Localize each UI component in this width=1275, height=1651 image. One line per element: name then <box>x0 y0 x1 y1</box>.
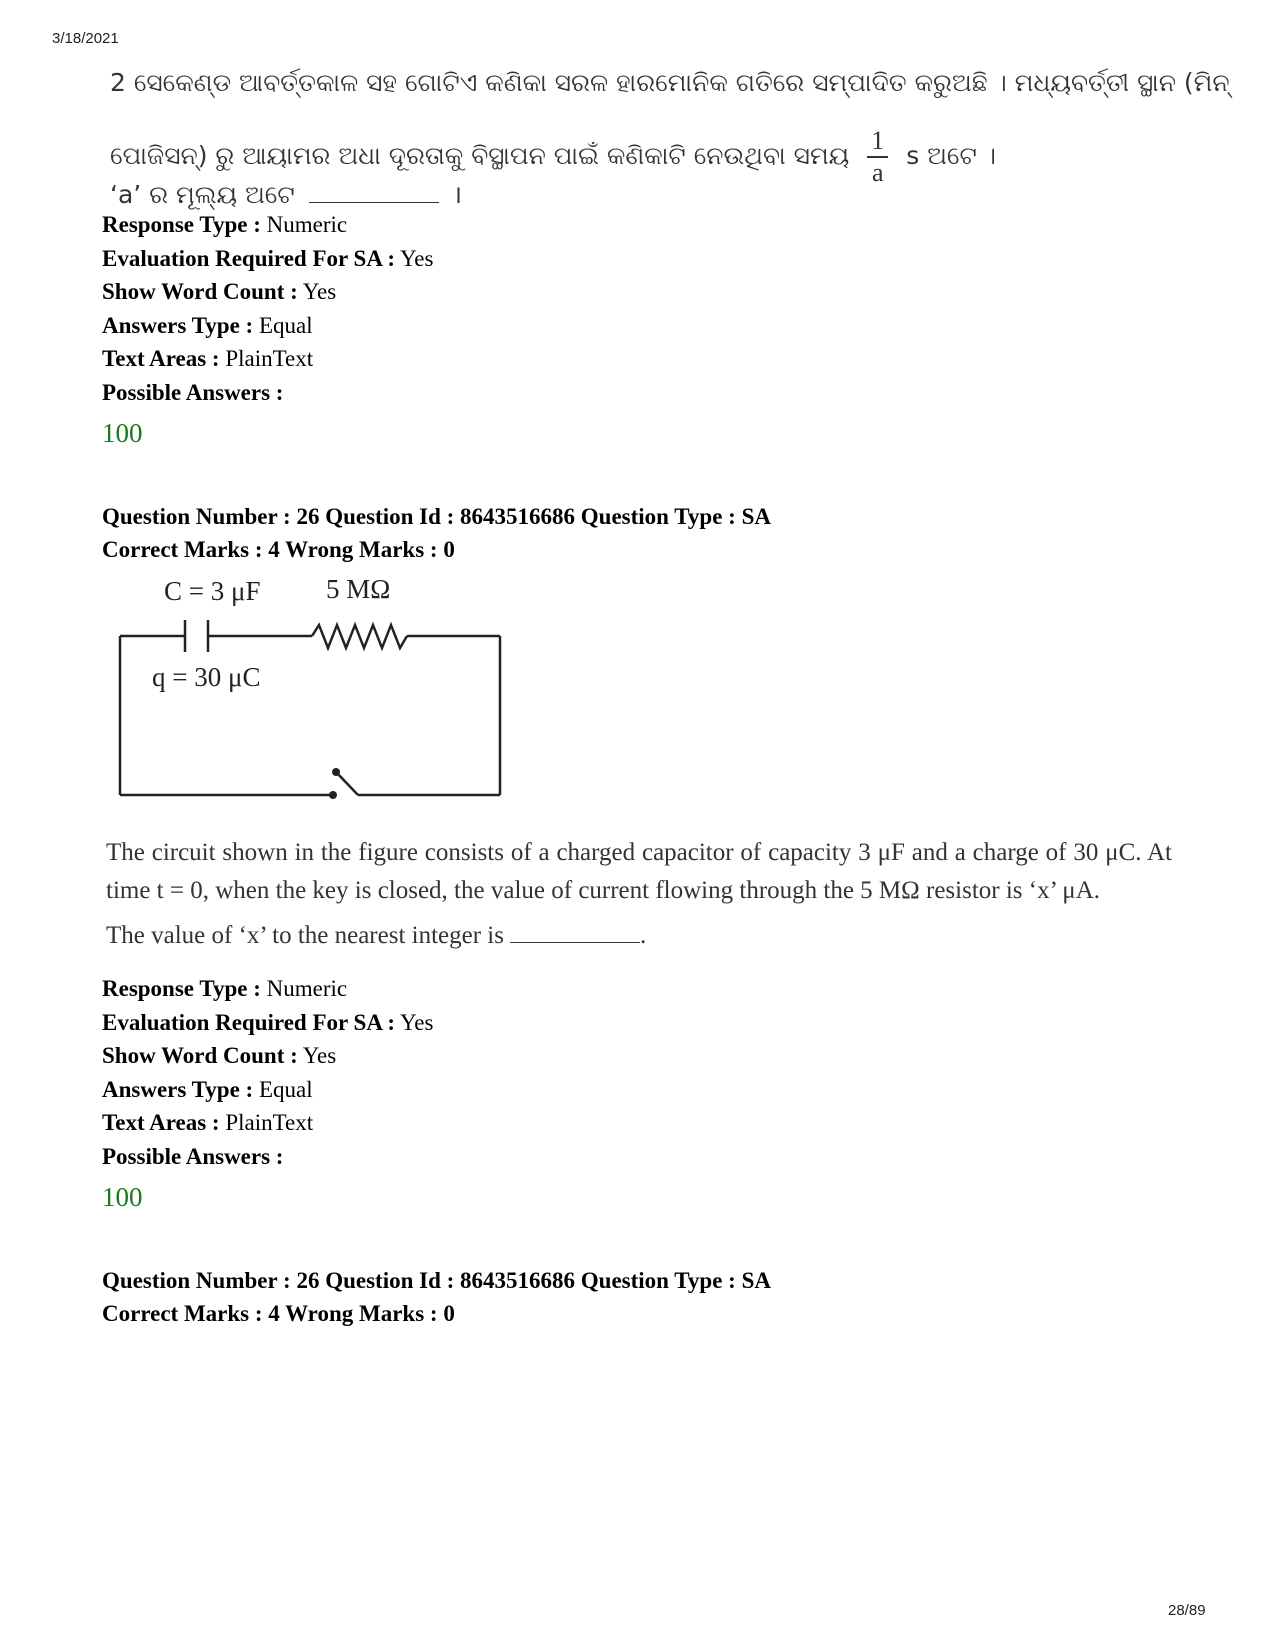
response-type-value: Numeric <box>266 976 348 1001</box>
question-paragraph-2-text: The value of ‘x’ to the nearest integer is <box>106 922 504 949</box>
response-type-label: Response Type : <box>102 976 261 1001</box>
word-count-row <box>102 275 433 309</box>
question-header-line-2: Correct Marks : 4 Wrong Marks : 0 <box>102 1301 455 1326</box>
possible-answers-row <box>102 1140 433 1174</box>
possible-answers-label: Possible Answers : <box>102 379 284 405</box>
word-count-value: Yes <box>302 279 337 304</box>
response-type-row <box>102 208 433 242</box>
word-count-value: Yes <box>302 1043 337 1068</box>
evaluation-value: Yes <box>400 1009 434 1035</box>
switch-terminal-fixed <box>329 791 337 799</box>
possible-answers-label: Possible Answers : <box>102 1143 284 1169</box>
charge-label: q = 30 μC <box>152 662 261 692</box>
prev-question-line-3 <box>110 180 462 207</box>
question-header-repeat <box>102 1264 771 1330</box>
question-header-line-2: Correct Marks : 4 Wrong Marks : 0 <box>102 537 455 562</box>
possible-answer-value: 100 <box>102 1182 143 1212</box>
question-paragraph-2: The value of ‘x’ to the nearest integer is . <box>106 922 647 949</box>
prev-question-line-2-end: s ଅଟେ । <box>906 140 996 170</box>
prev-question-line-2 <box>110 126 996 188</box>
possible-answers-row <box>102 376 433 410</box>
evaluation-value: Yes <box>400 245 434 271</box>
possible-answer-value: 100 <box>102 418 143 448</box>
meta-block-1 <box>102 208 433 409</box>
fraction-denominator: a <box>871 157 884 187</box>
answers-type-value: Equal <box>258 312 313 338</box>
answers-type-label: Answers Type : <box>102 1076 254 1102</box>
text-areas-row <box>102 1106 433 1140</box>
question-header-line-1: Question Number : 26 Question Id : 8643516686 Question Type : SA <box>102 1268 771 1293</box>
switch-key-open <box>336 772 358 795</box>
prev-question-line-3-end: । <box>452 180 463 209</box>
text-areas-value: PlainText <box>225 1110 314 1135</box>
response-type-label: Response Type : <box>102 212 261 237</box>
capacitance-label: C = 3 μF <box>164 576 261 606</box>
rc-circuit-diagram <box>100 570 520 810</box>
evaluation-row <box>102 1006 433 1040</box>
answers-type-label: Answers Type : <box>102 312 254 338</box>
resistor-5mohm <box>312 625 407 648</box>
question-header <box>102 500 771 566</box>
response-type-row <box>102 972 433 1006</box>
question-header-line-1: Question Number : 26 Question Id : 8643516686 Question Type : SA <box>102 504 771 529</box>
question-text <box>106 834 1172 955</box>
evaluation-label: Evaluation Required For SA : <box>102 245 396 271</box>
page-number: 28/89 <box>1168 1602 1206 1619</box>
text-areas-value: PlainText <box>225 346 314 371</box>
word-count-label: Show Word Count : <box>102 1043 298 1068</box>
question-paragraph-1: The circuit shown in the figure consists of a charged capacitor of capacity 3 μF and a charge of 30 μC. At time t = 0, when the key is closed, the value of current flowing through the 5 MΩ resistor is ‘x’ μA. <box>106 839 1172 904</box>
fraction-numerator: 1 <box>867 126 888 158</box>
resistance-label: 5 MΩ <box>326 574 391 604</box>
response-type-value: Numeric <box>266 212 348 237</box>
fraction-one-over-a <box>867 126 888 188</box>
prev-question-line-2-start: ପୋଜିସନ୍) ରୁ ଆୟାମର ଅଧା ଦୂରତାକୁ ବିସ୍ଥାପନ ପାଇଁ କଣିକାଟି ନେଉଥିବା ସମୟ <box>110 140 850 170</box>
evaluation-label: Evaluation Required For SA : <box>102 1009 396 1035</box>
answers-type-value: Equal <box>258 1076 313 1102</box>
text-areas-label: Text Areas : <box>102 1110 220 1135</box>
answers-type-row <box>102 309 433 343</box>
word-count-row <box>102 1039 433 1073</box>
word-count-label: Show Word Count : <box>102 279 298 304</box>
answers-type-row <box>102 1073 433 1107</box>
prev-question-line-1: 2 ସେକେଣ୍ଡ ଆବର୍ତ୍ତକାଳ ସହ ଗୋଟିଏ କଣିକା ସରଳ ହାରମୋନିକ ଗତିରେ ସମ୍ପାଦିତ କରୁଅଛି । ମଧ୍ୟବର୍ତ୍ତୀ ସ୍ଥାନ (ମିନ୍ <box>110 68 1230 97</box>
meta-block-2 <box>102 972 433 1173</box>
prev-question-line-3-start: ‘a’ ର ମୂଲ୍ୟ ଅଟେ <box>110 180 295 209</box>
answer-blank <box>309 180 439 203</box>
answer-blank-2 <box>510 922 640 943</box>
text-areas-label: Text Areas : <box>102 346 220 371</box>
print-date: 3/18/2021 <box>52 30 119 47</box>
evaluation-row <box>102 242 433 276</box>
text-areas-row <box>102 342 433 376</box>
